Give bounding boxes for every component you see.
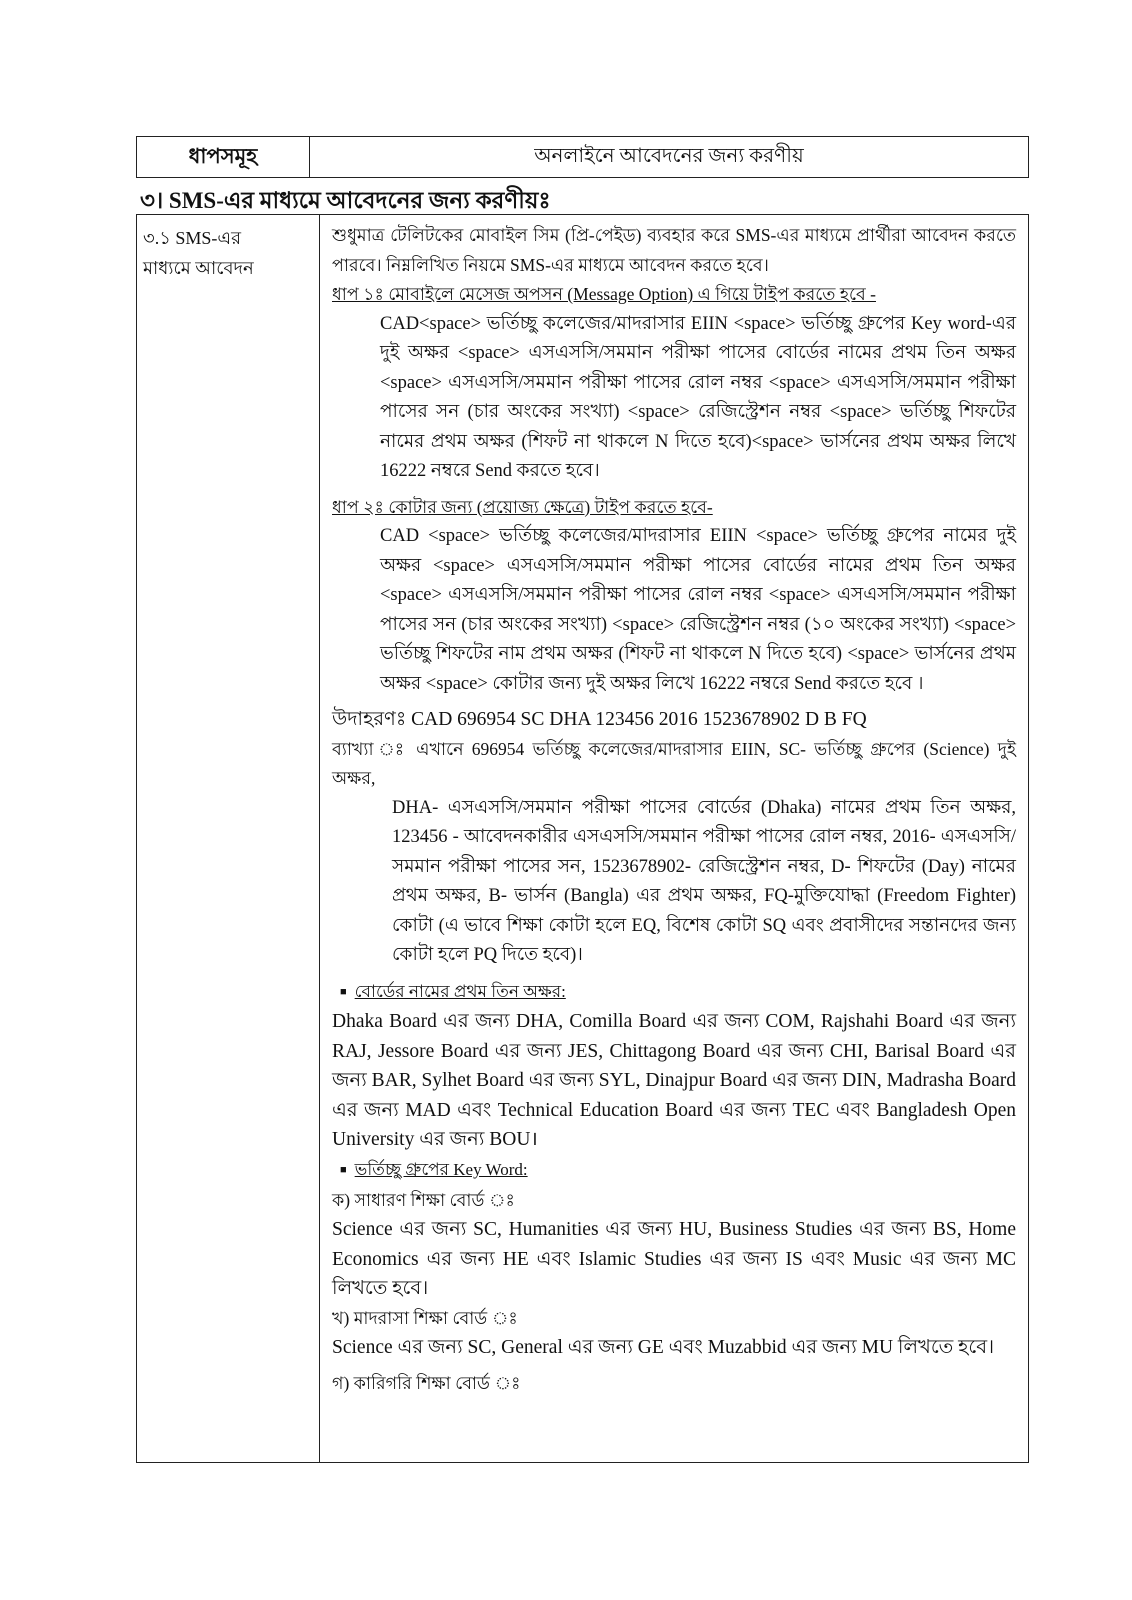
keyword-heading — [332, 1155, 1016, 1186]
step-label-cell — [137, 215, 320, 1463]
general-board-body: Science এর জন্য SC, Humanities এর জন্য HU, Business Studies এর জন্য BS, Home Economics এর জন্য HE এবং Islamic Studies এর জন্য IS এবং Music এর জন্য MC লিখতে হবে। — [332, 1219, 1016, 1300]
step1-heading: ধাপ ১ঃ মোবাইলে মেসেজ অপসন (Message Option) এ গিয়ে টাইপ করতে হবে - — [332, 284, 876, 304]
board-heading-text: বোর্ডের নামের প্রথম তিন অক্ষর: — [354, 981, 566, 1001]
board-heading — [332, 977, 1016, 1008]
header-table — [136, 136, 1029, 178]
madrasa-board-body: Science এর জন্য SC, General এর জন্য GE এবং Muzabbid এর জন্য MU লিখতে হবে। — [332, 1337, 995, 1359]
step2-body: CAD <space> ভর্তিচ্ছু কলেজের/মাদরাসার EIIN <space> ভর্তিচ্ছু গ্রুপের নামের দুই অক্ষর <space> এসএসসি/সমমান পরীক্ষা পাসের বোর্ডের নামের প্রথম তিন অক্ষর <space> এসএসসি/সমমান পরীক্ষা পাসের রোল নম্বর <space> এসএসসি/সমমান পরীক্ষা পাসের সন (চার অংকের সংখ্যা) <space> রেজিস্ট্রেশন নম্বর (১০ অংকের সংখ্যা) <space> ভর্তিচ্ছু শিফটের নাম প্রথম অক্ষর (শিফট না থাকলে N দিতে হবে) <space> ভার্সনের প্রথম অক্ষর <space> কোটার জন্য দুই অক্ষর লিখে 16222 নম্বরে Send করতে হবে । — [380, 526, 1016, 694]
step-label-line2: মাধ্যমে আবেদন — [143, 258, 254, 278]
general-board-label: ক) সাধারণ শিক্ষা বোর্ড ঃ — [332, 1189, 515, 1210]
bullet-icon: ■ — [340, 985, 347, 998]
board-body: Dhaka Board এর জন্য DHA, Comilla Board এর জন্য COM, Rajshahi Board এর জন্য RAJ, Jessore Board এর জন্য JES, Chittagong Board এর জন্য CHI, Barisal Board এর জন্য BAR, Sylhet Board এর জন্য SYL, Dinajpur Board এর জন্য DIN, Madrasha Board এর জন্য MAD এবং Technical Education Board এর জন্য TEC এবং Bangladesh Open University এর জন্য BOU। — [332, 1011, 1016, 1151]
bullet-icon: ■ — [340, 1164, 347, 1177]
intro-paragraph: শুধুমাত্র টেলিটকের মোবাইল সিম (প্রি-পেইড) ব্যবহার করে SMS-এর মাধ্যমে প্রার্থীরা আবেদন করতে পারবে। নিম্নলিখিত নিয়মে SMS-এর মাধ্যমে আবেদন করতে হবে। — [332, 225, 1016, 275]
content-table — [136, 214, 1029, 1463]
header-todo-cell: অনলাইনে আবেদনের জন্য করণীয় — [310, 137, 1029, 178]
keyword-heading-text: ভর্তিচ্ছু গ্রুপের Key Word: — [354, 1159, 528, 1179]
header-row — [137, 137, 1029, 178]
step-label-line1: ৩.১ SMS-এর — [143, 228, 241, 248]
section-title: ৩। SMS-এর মাধ্যমে আবেদনের জন্য করণীয়ঃ — [140, 188, 551, 213]
madrasa-board-label: খ) মাদরাসা শিক্ষা বোর্ড ঃ — [332, 1307, 518, 1328]
step1-body: CAD<space> ভর্তিচ্ছু কলেজের/মাদরাসার EIIN <space> ভর্তিচ্ছু গ্রুপের Key word-এর দুই অক্ষর <space> এসএসসি/সমমান পরীক্ষা পাসের বোর্ডের নামের প্রথম তিন অক্ষর <space> এসএসসি/সমমান পরীক্ষা পাসের রোল নম্বর <space> এসএসসি/সমমান পরীক্ষা পাসের সন (চার অংকের সংখ্যা) <space> রেজিস্ট্রেশন নম্বর <space> ভর্তিচ্ছু শিফটের নামের প্রথম অক্ষর (শিফট না থাকলে N দিতে হবে)<space> ভার্সনের প্রথম অক্ষর লিখে 16222 নম্বরে Send করতে হবে। — [380, 313, 1016, 481]
example-line: উদাহরণঃ CAD 696954 SC DHA 123456 2016 1523678902 D B FQ — [332, 709, 867, 730]
content-row — [137, 215, 1029, 1463]
document-page — [136, 136, 1029, 1463]
step2-heading: ধাপ ২ঃ কোটার জন্য (প্রয়োজ্য ক্ষেত্রে) টাইপ করতে হবে- — [332, 496, 713, 517]
instructions-cell — [320, 215, 1029, 1463]
header-steps-cell: ধাপসমূহ — [137, 137, 310, 178]
explanation-body: DHA- এসএসসি/সমমান পরীক্ষা পাসের বোর্ডের (Dhaka) নামের প্রথম তিন অক্ষর, 123456 - আবেদনকারীর এসএসসি/সমমান পরীক্ষা পাসের রোল নম্বর, 2016- এসএসসি/সমমান পরীক্ষা পাসের সন, 1523678902- রেজিস্ট্রেশন নম্বর, D- শিফটের (Day) নামের প্রথম অক্ষর, B- ভার্সন (Bangla) এর প্রথম অক্ষর, FQ-মুক্তিযোদ্ধা (Freedom Fighter) কোটা (এ ভাবে শিক্ষা কোটা হলে EQ, বিশেষ কোটা SQ এবং প্রবাসীদের সন্তানদের জন্য কোটা হলে PQ দিতে হবে)। — [392, 797, 1016, 965]
technical-board-label: গ) কারিগরি শিক্ষা বোর্ড ঃ — [332, 1372, 521, 1393]
explanation-lead: ব্যাখ্যা ঃ এখানে 696954 ভর্তিচ্ছু কলেজের/মাদরাসার EIIN, SC- ভর্তিচ্ছু গ্রুপের (Science) দুই অক্ষর, — [332, 738, 1016, 788]
